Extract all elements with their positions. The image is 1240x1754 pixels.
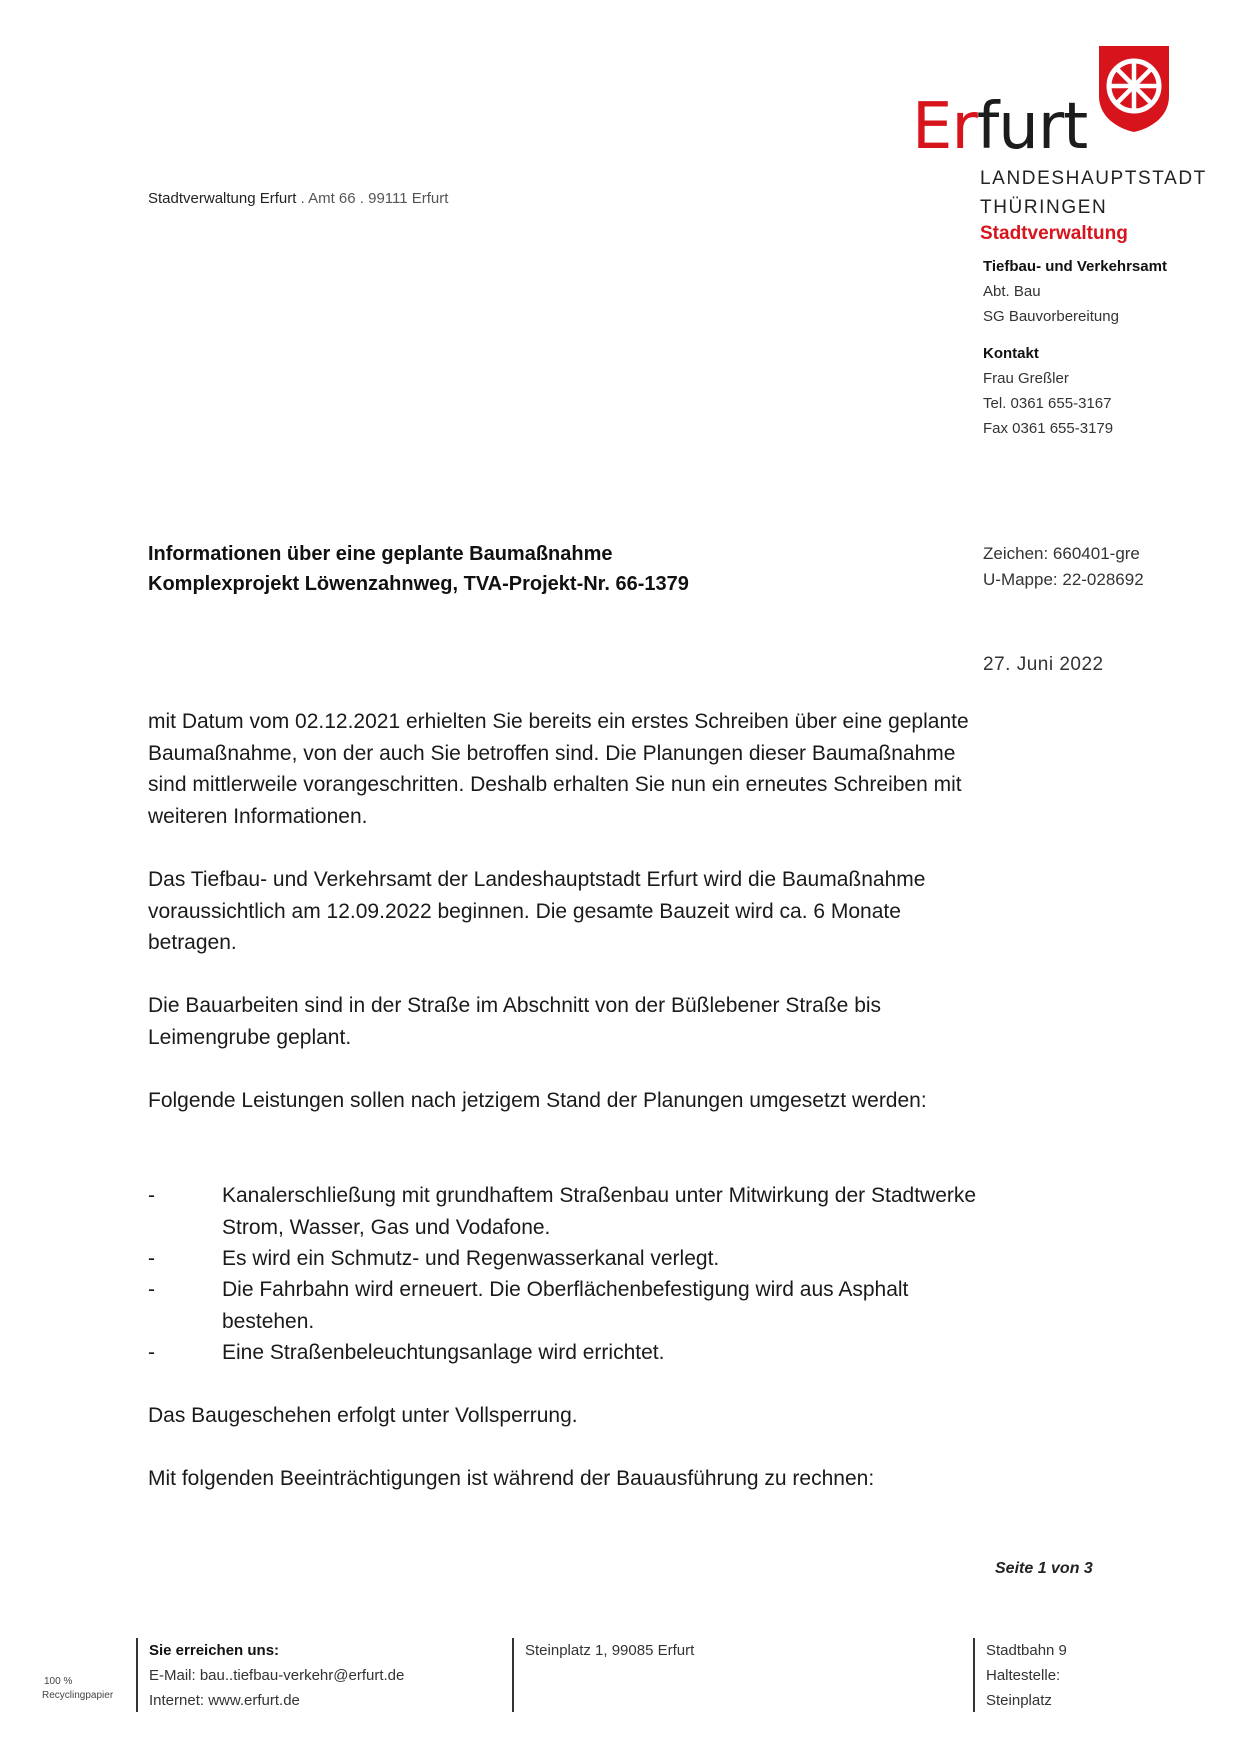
body-paragraph-2: Das Tiefbau- und Verkehrsamt der Landeshauptstadt Erfurt wird die Baumaßnahme voraussichtlich am 12.09.2022 beginnen. Die gesamte Bauzeit wird ca. 6 Monate betragen.	[148, 868, 926, 954]
logo-landeshauptstadt: LANDESHAUPTSTADT	[980, 168, 1207, 189]
footer-address: Steinplatz 1, 99085 Erfurt	[525, 1642, 695, 1659]
reference-zeichen: Zeichen: 660401-gre	[983, 544, 1140, 563]
body-paragraph-6: Mit folgenden Beeinträchtigungen ist während der Bauausführung zu rechnen:	[148, 1467, 875, 1490]
info-sachgebiet: SG Bauvorbereitung	[983, 308, 1119, 325]
logo-stadtverwaltung: Stadtverwaltung	[980, 223, 1128, 244]
body-paragraph-5: Das Baugeschehen erfolgt unter Vollsperrung.	[148, 1404, 578, 1427]
footer-transit-stop: Steinplatz	[986, 1692, 1052, 1709]
info-contact-label: Kontakt	[983, 345, 1039, 362]
body-paragraph-1: mit Datum vom 02.12.2021 erhielten Sie bereits ein erstes Schreiben über eine geplante Baumaßnahme, von der auch Sie betroffen sind. Die Planungen dieser Baumaßnahme sind mittlerweile vorangeschritten. Deshalb erhalten Sie nun ein erneutes Schreiben mit weiteren Informationen.	[148, 710, 969, 828]
info-contact-name: Frau Greßler	[983, 370, 1069, 387]
info-phone: Tel. 0361 655-3167	[983, 395, 1112, 412]
footer-transit-stop-label: Haltestelle:	[986, 1667, 1061, 1684]
erfurt-wheel-shield-icon	[1097, 44, 1171, 134]
sender-line	[148, 190, 448, 207]
letter-date: 27. Juni 2022	[983, 654, 1104, 675]
recycling-note: 100 % Recyclingpapier	[42, 1676, 114, 1701]
footer-transit-line: Stadtbahn 9	[986, 1642, 1067, 1659]
footer-divider	[136, 1638, 138, 1712]
sender-address: . Amt 66 . 99111 Erfurt	[296, 190, 449, 207]
logo-thueringen: THÜRINGEN	[980, 197, 1108, 218]
page-number: Seite 1 von 3	[995, 1560, 1093, 1577]
footer-website-link[interactable]: Internet: www.erfurt.de	[149, 1692, 300, 1709]
info-department: Tiefbau- und Verkehrsamt	[983, 258, 1167, 275]
body-paragraph-3: Die Bauarbeiten sind in der Straße im Abschnitt von der Büßlebener Straße bis Leimengrube geplant.	[148, 994, 882, 1049]
subject-line-1: Informationen über eine geplante Baumaßnahme	[148, 543, 613, 565]
reference-mappe: U-Mappe: 22-028692	[983, 570, 1144, 589]
erfurt-logo-wordmark: Erfurt	[912, 90, 1088, 164]
body-paragraph-4: Folgende Leistungen sollen nach jetzigem Stand der Planungen umgesetzt werden:	[148, 1089, 927, 1112]
footer-email-link[interactable]: E-Mail: bau..tiefbau-verkehr@erfurt.de	[149, 1667, 405, 1684]
footer-divider	[973, 1638, 975, 1712]
sender-name: Stadtverwaltung Erfurt	[148, 190, 297, 207]
footer-contact-label: Sie erreichen uns:	[149, 1642, 280, 1659]
footer-divider	[512, 1638, 514, 1712]
info-abteilung: Abt. Bau	[983, 283, 1041, 300]
info-fax: Fax 0361 655-3179	[983, 420, 1114, 437]
subject-line-2: Komplexprojekt Löwenzahnweg, TVA-Projekt-Nr. 66-1379	[148, 573, 689, 595]
